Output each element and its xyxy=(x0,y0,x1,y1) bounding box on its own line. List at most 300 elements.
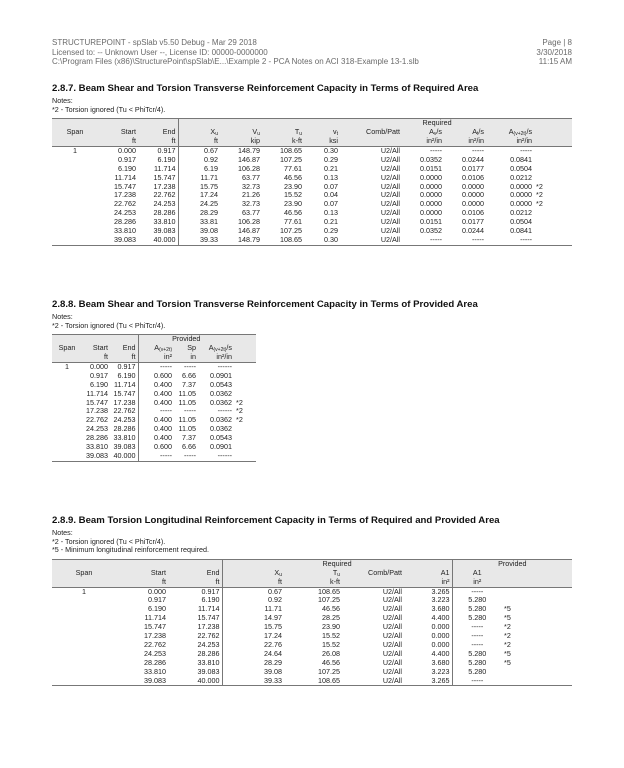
table-cell: 63.77 xyxy=(242,209,260,218)
col-start: Start xyxy=(116,569,168,578)
table-cell: 7.37 xyxy=(182,380,196,389)
section-notes xyxy=(52,97,572,114)
table-cell: 6.190 xyxy=(118,164,136,173)
table-cell: U2/All xyxy=(380,164,400,173)
table-cell: U2/All xyxy=(382,623,402,632)
table-cell: 0.0000 xyxy=(420,182,442,191)
table-row xyxy=(52,381,256,390)
table-cell: 39.083 xyxy=(116,677,168,686)
table-cell: 15.52 xyxy=(284,191,302,200)
table-cell: 3.680 xyxy=(404,605,452,614)
table-cell: *2 xyxy=(536,200,543,209)
table-cell: 3.223 xyxy=(404,596,452,605)
table-cell: 17.238 xyxy=(144,632,166,641)
unit-t: k-ft xyxy=(284,578,342,587)
unit-a1: in² xyxy=(404,578,452,587)
table-cell: 3.223 xyxy=(404,668,452,677)
col-a1-provided: A1 xyxy=(452,569,502,578)
table-cell: 0.0177 xyxy=(462,164,484,173)
table-cell: 107.25 xyxy=(318,667,340,676)
table-cell: 0.0000 xyxy=(510,182,533,191)
col-vt: $v_t$ xyxy=(304,128,340,137)
table-cell: 0.400 xyxy=(154,416,172,425)
table-cell: 24.253 xyxy=(138,200,178,209)
table-cell: 46.56 xyxy=(284,173,302,182)
table-cell xyxy=(534,174,572,183)
unit-end: ft xyxy=(110,353,138,362)
table-cell xyxy=(52,156,98,165)
table-cell: U2/All xyxy=(380,200,400,209)
table-row xyxy=(52,191,572,200)
col-a-v2t-s: $A_{(v+2t)}/s$ xyxy=(198,344,234,353)
table-cell: 22.762 xyxy=(168,632,222,641)
table-cell: 26.08 xyxy=(322,649,340,658)
table-cell: 0.0000 xyxy=(510,200,533,209)
table-cell: 1 xyxy=(73,146,77,155)
table-cell: U2/All xyxy=(380,227,400,236)
note-torsion-ignored: *2 - Torsion ignored (Tu < PhiTcr/4). xyxy=(52,320,166,330)
table-cell: 11.714 xyxy=(138,165,178,174)
table-cell: 39.083 xyxy=(110,443,138,452)
table-cell: U2/All xyxy=(380,191,400,200)
table-cell: 15.747 xyxy=(86,398,108,407)
table-cell: 0.600 xyxy=(154,443,172,452)
section-longitudinal xyxy=(52,515,572,686)
table-cell: U2/All xyxy=(380,146,400,155)
table-cell xyxy=(52,236,98,245)
table-cell: 148.79 xyxy=(238,146,260,155)
table-cell: 11.71 xyxy=(264,605,282,614)
provided-transverse-table xyxy=(52,334,256,462)
table-cell: 40.000 xyxy=(110,452,138,461)
table-cell: 15.52 xyxy=(322,632,340,641)
table-cell: 17.238 xyxy=(138,183,178,192)
col-span: Span xyxy=(52,344,82,353)
table-cell: 5.280 xyxy=(468,667,487,676)
required-transverse-rows xyxy=(52,146,572,245)
table-cell: 5.280 xyxy=(468,605,487,614)
table-row xyxy=(52,605,572,614)
table-cell: 6.190 xyxy=(148,605,166,614)
table-row xyxy=(52,156,572,165)
table-cell: *5 xyxy=(504,605,511,614)
report-header-right xyxy=(536,38,572,67)
table-cell: 3.265 xyxy=(404,587,452,596)
table-row xyxy=(52,425,256,434)
table-cell: 23.90 xyxy=(322,623,340,632)
table-cell: 22.76 xyxy=(264,640,282,649)
table-row xyxy=(52,443,256,452)
table-cell xyxy=(234,362,256,371)
table-cell: 11.714 xyxy=(110,381,138,390)
table-cell xyxy=(534,209,572,218)
table-cell: *2 xyxy=(504,623,511,632)
table-cell: 7.37 xyxy=(182,434,196,443)
table-cell: ----- xyxy=(184,362,196,371)
col-xu: $X_u$ xyxy=(178,128,220,137)
table-cell xyxy=(52,399,82,408)
table-cell: 0.0000 xyxy=(420,173,442,182)
app-line: STRUCTUREPOINT - spSlab v5.50 Debug - Mar 29 2018 xyxy=(52,38,257,47)
table-cell: 33.81 xyxy=(200,218,218,227)
table-cell xyxy=(52,218,98,227)
table-cell: 0.917 xyxy=(90,371,108,380)
table-cell: 33.810 xyxy=(114,227,136,236)
notes-label: Notes: xyxy=(52,312,73,321)
table-cell: 22.762 xyxy=(144,640,166,649)
section-required-transverse xyxy=(52,83,572,246)
table-cell: ------ xyxy=(198,452,234,461)
table-cell: 6.190 xyxy=(168,596,222,605)
table-cell: 0.0000 xyxy=(420,191,442,200)
table-cell xyxy=(534,227,572,236)
table-cell: 1 xyxy=(82,587,86,596)
table-cell: 39.083 xyxy=(98,236,138,245)
table-cell: 4.400 xyxy=(404,650,452,659)
col-comb-patt: Comb/Patt xyxy=(340,128,402,137)
group-header-required: Required xyxy=(222,559,452,568)
table-row xyxy=(52,623,572,632)
table-cell: ----- xyxy=(452,677,502,686)
table-cell: 0.0151 xyxy=(420,164,442,173)
unit-start: ft xyxy=(82,353,110,362)
table-cell: 3.265 xyxy=(404,677,452,686)
table-cell xyxy=(52,632,116,641)
table-cell: 15.747 xyxy=(114,182,136,191)
table-cell: ----- xyxy=(520,146,533,155)
table-row xyxy=(52,209,572,218)
note-torsion-ignored: *2 - Torsion ignored (Tu < PhiTcr/4). xyxy=(52,104,166,114)
table-cell: 24.25 xyxy=(200,200,218,209)
unit-as: in²/in xyxy=(198,353,234,362)
table-cell: 0.0106 xyxy=(462,173,484,182)
group-header-provided: Provided xyxy=(452,559,572,568)
table-cell: 15.747 xyxy=(144,623,166,632)
table-cell: 28.29 xyxy=(200,209,218,218)
table-cell: U2/All xyxy=(382,587,402,596)
table-cell xyxy=(534,165,572,174)
table-cell: 0.0543 xyxy=(210,434,233,443)
table-cell: ----- xyxy=(472,146,484,155)
table-cell: 5.280 xyxy=(468,596,487,605)
table-cell xyxy=(534,236,572,245)
table-cell: 11.05 xyxy=(178,425,196,434)
table-cell: *2 xyxy=(236,416,243,425)
col-span: Span xyxy=(52,128,98,137)
table-cell: 0.0362 xyxy=(210,398,233,407)
table-cell: ----- xyxy=(471,640,484,649)
table-row xyxy=(52,407,256,416)
table-cell: 24.253 xyxy=(114,209,136,218)
table-cell xyxy=(52,452,82,461)
table-cell: 0.0244 xyxy=(462,155,484,164)
report-date: 3/30/2018 xyxy=(536,47,572,57)
table-cell: 0.917 xyxy=(148,596,166,605)
table-cell: 6.66 xyxy=(182,443,196,452)
table-cell: 11.05 xyxy=(178,389,196,398)
table-cell: 24.253 xyxy=(86,425,108,434)
table-cell: 0.400 xyxy=(154,380,172,389)
table-cell: 0.92 xyxy=(204,155,218,164)
col-a1-required: A1 xyxy=(404,569,452,578)
table-cell: U2/All xyxy=(340,236,402,245)
section-provided-transverse xyxy=(52,299,572,462)
table-row xyxy=(52,200,572,209)
table-cell: 17.238 xyxy=(168,623,222,632)
table-cell xyxy=(52,227,98,236)
col-a-v2t: $A_{(v+2t)}$ xyxy=(138,344,174,353)
table-cell: 5.280 xyxy=(468,658,487,667)
table-cell: ----- xyxy=(444,236,486,245)
table-cell: 0.000 xyxy=(404,623,452,632)
table-row xyxy=(52,434,256,443)
table-cell: 22.762 xyxy=(114,200,136,209)
col-tu: $T_u$ xyxy=(262,128,304,137)
longitudinal-table xyxy=(52,559,572,687)
unit-x: ft xyxy=(178,137,220,146)
table-cell: 28.29 xyxy=(264,658,282,667)
table-cell: 39.08 xyxy=(200,227,218,236)
table-cell: 0.0244 xyxy=(462,227,484,236)
table-cell: U2/All xyxy=(380,218,400,227)
table-row xyxy=(52,452,256,461)
col-start: Start xyxy=(82,344,110,353)
notes-label: Notes: xyxy=(52,96,73,105)
table-cell: 11.714 xyxy=(114,173,136,182)
col-av-s: $A_v/s$ xyxy=(402,128,444,137)
table-cell: 46.56 xyxy=(322,605,340,614)
col-tu: $T_u$ xyxy=(284,569,342,578)
table-cell: 0.0151 xyxy=(420,218,442,227)
table-cell: *2 xyxy=(236,407,243,416)
section-title: 2.8.8. Beam Shear and Torsion Transverse Reinforcement Capacity in Terms of Provided Area xyxy=(52,299,478,310)
table-cell: 39.083 xyxy=(138,227,178,236)
note-torsion-ignored: *2 - Torsion ignored (Tu < PhiTcr/4). xyxy=(52,536,166,546)
table-cell: U2/All xyxy=(380,173,400,182)
table-cell xyxy=(502,587,572,596)
table-cell: 0.917 xyxy=(118,155,136,164)
table-cell: 6.66 xyxy=(182,371,196,380)
table-cell: 17.238 xyxy=(110,399,138,408)
table-cell: 11.714 xyxy=(86,389,108,398)
report-time: 11:15 AM xyxy=(538,57,572,66)
table-cell: 106.28 xyxy=(238,218,260,227)
table-row xyxy=(52,650,572,659)
table-cell: ----- xyxy=(402,236,444,245)
table-cell: 0.0212 xyxy=(510,209,533,218)
table-cell: 6.190 xyxy=(90,380,108,389)
table-row xyxy=(52,614,572,623)
table-cell: 11.05 xyxy=(178,416,196,425)
table-row xyxy=(52,596,572,605)
table-cell: 77.61 xyxy=(284,164,302,173)
table-cell: 0.917 xyxy=(110,362,138,371)
table-cell: 0.000 xyxy=(404,641,452,650)
table-cell: 39.083 xyxy=(82,452,110,461)
table-cell xyxy=(52,390,82,399)
table-row xyxy=(52,236,572,245)
unit-t: k-ft xyxy=(262,137,304,146)
table-cell: 0.30 xyxy=(324,146,338,155)
table-cell: 0.0000 xyxy=(462,182,484,191)
table-cell: 24.253 xyxy=(168,641,222,650)
col-vu: $V_u$ xyxy=(220,128,262,137)
table-cell: 15.747 xyxy=(168,614,222,623)
table-cell xyxy=(52,416,82,425)
table-cell: 4.400 xyxy=(404,614,452,623)
table-cell: 40.000 xyxy=(168,677,222,686)
table-cell: 0.13 xyxy=(324,173,338,182)
table-cell xyxy=(234,434,256,443)
table-cell: 23.90 xyxy=(284,200,302,209)
table-cell xyxy=(234,390,256,399)
table-cell: 15.747 xyxy=(138,174,178,183)
table-cell: 108.65 xyxy=(262,236,304,245)
table-cell xyxy=(52,650,116,659)
provided-transverse-rows xyxy=(52,362,256,461)
table-cell: 0.0901 xyxy=(210,443,233,452)
table-cell: ----- xyxy=(471,587,484,596)
table-cell: 15.52 xyxy=(322,640,340,649)
table-cell: 11.714 xyxy=(144,614,166,623)
table-cell: 0.07 xyxy=(324,182,338,191)
table-cell: 39.33 xyxy=(222,677,284,686)
table-row xyxy=(52,174,572,183)
table-cell: 0.30 xyxy=(304,236,340,245)
table-cell: *2 xyxy=(536,191,543,200)
table-cell: 0.000 xyxy=(404,632,452,641)
table-cell xyxy=(502,677,572,686)
table-cell xyxy=(52,677,116,686)
table-row xyxy=(52,183,572,192)
table-cell: 0.0000 xyxy=(420,209,442,218)
col-end: End xyxy=(138,128,178,137)
table-cell: 1 xyxy=(65,362,69,371)
table-cell: 0.917 xyxy=(168,587,222,596)
table-cell: 33.810 xyxy=(138,218,178,227)
table-cell xyxy=(52,381,82,390)
col-sp: Sp xyxy=(174,344,198,353)
unit-start: ft xyxy=(98,137,138,146)
unit-vt: ksi xyxy=(304,137,340,146)
table-cell: 28.286 xyxy=(138,209,178,218)
table-cell: 21.26 xyxy=(242,191,260,200)
col-at-s: $A_t/s$ xyxy=(444,128,486,137)
table-cell xyxy=(234,443,256,452)
table-cell: ------ xyxy=(217,362,233,371)
table-cell xyxy=(52,407,82,416)
required-transverse-table xyxy=(52,118,572,246)
col-comb-patt: Comb/Patt xyxy=(342,569,404,578)
file-path-line: C:\Program Files (x86)\StructurePoint\spSlab\E...\Example 2 - PCA Notes on ACI 318-Example 13-1.slb xyxy=(52,57,419,66)
table-cell: U2/All xyxy=(382,658,402,667)
table-cell: 15.75 xyxy=(200,182,218,191)
table-cell xyxy=(52,200,98,209)
table-cell: 146.87 xyxy=(238,155,260,164)
table-cell: 22.762 xyxy=(110,407,138,416)
table-cell: 24.253 xyxy=(144,649,166,658)
table-cell: 107.25 xyxy=(280,155,302,164)
table-cell xyxy=(534,146,572,155)
table-cell: ----- xyxy=(160,407,172,416)
table-cell: 15.747 xyxy=(110,390,138,399)
table-row xyxy=(52,668,572,677)
table-cell: 17.238 xyxy=(114,191,136,200)
col-avt-s: $A_{(v+2t)}/s$ xyxy=(486,128,534,137)
table-cell xyxy=(52,165,98,174)
table-cell: 0.000 xyxy=(90,362,108,371)
table-cell: 106.28 xyxy=(238,164,260,173)
table-cell: ----- xyxy=(160,362,172,371)
table-cell xyxy=(234,452,256,461)
table-cell: 0.0352 xyxy=(420,155,442,164)
table-cell xyxy=(52,425,82,434)
unit-v: kip xyxy=(220,137,262,146)
table-cell: *5 xyxy=(504,658,511,667)
table-cell: 6.190 xyxy=(110,372,138,381)
table-cell: ----- xyxy=(471,632,484,641)
unit-sp: in xyxy=(174,353,198,362)
license-line: Licensed to: -- Unknown User --, License ID: 00000-0000000 xyxy=(52,47,268,57)
table-row xyxy=(52,146,572,155)
table-cell: 0.0177 xyxy=(462,218,484,227)
table-cell: 22.762 xyxy=(138,191,178,200)
table-cell: 0.13 xyxy=(324,209,338,218)
table-cell: *2 xyxy=(504,632,511,641)
longitudinal-rows xyxy=(52,587,572,686)
table-cell: 108.65 xyxy=(280,146,302,155)
table-cell xyxy=(52,183,98,192)
table-row xyxy=(52,390,256,399)
table-cell xyxy=(52,209,98,218)
table-cell: 107.25 xyxy=(318,596,340,605)
table-cell: 0.000 xyxy=(118,146,136,155)
table-cell xyxy=(234,372,256,381)
table-cell: U2/All xyxy=(382,614,402,623)
table-cell: 28.286 xyxy=(144,658,166,667)
table-cell: 28.286 xyxy=(86,434,108,443)
table-cell: 15.75 xyxy=(264,623,282,632)
table-cell: 0.0901 xyxy=(210,371,233,380)
table-cell: 0.600 xyxy=(154,371,172,380)
table-cell: U2/All xyxy=(380,155,400,164)
col-start: Start xyxy=(98,128,138,137)
table-cell: 0.0212 xyxy=(510,173,533,182)
table-cell: 0.0362 xyxy=(210,389,233,398)
table-cell: 0.0000 xyxy=(462,200,484,209)
table-cell xyxy=(52,614,116,623)
table-cell: U2/All xyxy=(382,596,402,605)
note-min-longitudinal: *5 - Minimum longitudinal reinforcement required. xyxy=(52,545,209,555)
table-cell: 0.0504 xyxy=(510,164,533,173)
table-row xyxy=(52,165,572,174)
table-cell: 14.97 xyxy=(264,614,282,623)
table-cell: *2 xyxy=(536,182,543,191)
table-cell: 0.21 xyxy=(324,164,338,173)
table-cell: 108.65 xyxy=(284,677,342,686)
table-cell: 39.08 xyxy=(264,667,282,676)
table-cell: U2/All xyxy=(382,605,402,614)
col-end: End xyxy=(168,569,222,578)
table-cell: 0.21 xyxy=(324,218,338,227)
table-cell: *2 xyxy=(236,398,243,407)
unit-avt-s: in²/in xyxy=(486,137,534,146)
table-cell: 0.000 xyxy=(148,587,166,596)
group-header-provided: Provided xyxy=(138,335,234,344)
table-cell: 148.79 xyxy=(220,236,262,245)
table-cell: 0.0106 xyxy=(462,209,484,218)
table-cell xyxy=(234,425,256,434)
